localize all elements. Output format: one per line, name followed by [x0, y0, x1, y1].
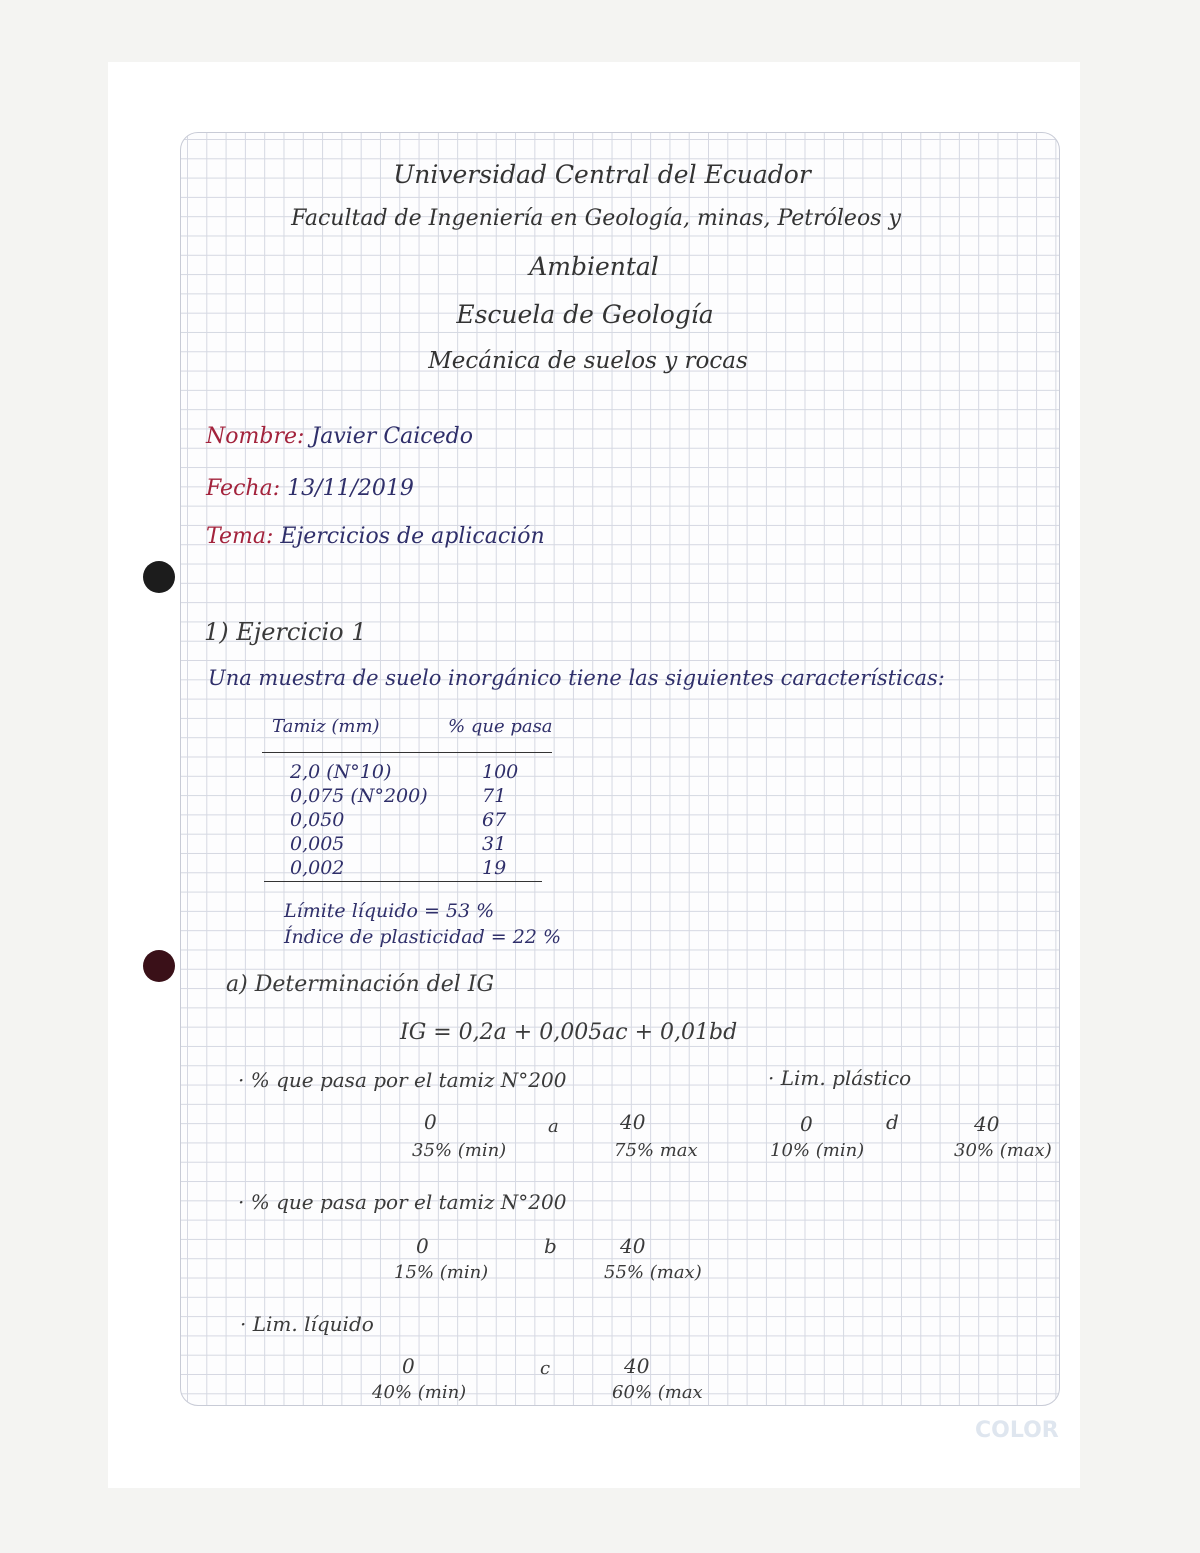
university-title: Universidad Central del Ecuador: [393, 160, 811, 189]
faculty-line-1: Facultad de Ingeniería en Geología, minas, Petróleos y: [291, 206, 901, 231]
name-label: Nombre:: [206, 424, 305, 449]
item-a-label: · % que pasa por el tamiz N°200: [238, 1068, 567, 1092]
table-top-rule: [262, 752, 552, 753]
topic-value: Ejercicios de aplicación: [280, 524, 545, 549]
punch-hole-top: [143, 561, 175, 593]
ig-formula: IG = 0,2a + 0,005ac + 0,01bd: [400, 1020, 738, 1045]
item-c-low-limit: 40% (min): [372, 1382, 467, 1403]
item-d-low-value: 0: [800, 1112, 813, 1136]
item-b-high-value: 40: [620, 1234, 646, 1258]
item-b-low-value: 0: [416, 1234, 429, 1258]
table-cell: 100: [482, 761, 519, 783]
table-cell: 0,075 (N°200): [290, 785, 428, 807]
item-d-high-value: 40: [974, 1112, 1000, 1136]
exercise-title: 1) Ejercicio 1: [204, 618, 367, 646]
scanner-watermark: COLOR: [975, 1418, 1059, 1443]
table-cell: 0,005: [290, 833, 345, 855]
table-header-percent: % que pasa: [448, 716, 553, 737]
date-label: Fecha:: [206, 476, 281, 501]
table-cell: 0,050: [290, 809, 345, 831]
item-d-low-limit: 10% (min): [770, 1140, 865, 1161]
item-d-high-limit: 30% (max): [954, 1140, 1052, 1161]
item-c-label: · Lim. líquido: [240, 1312, 374, 1336]
name-field: [206, 424, 473, 449]
plasticity-index: Índice de plasticidad = 22 %: [284, 926, 562, 948]
faculty-line-2: Ambiental: [529, 252, 659, 281]
date-field: [206, 476, 414, 501]
table-cell: 2,0 (N°10): [290, 761, 392, 783]
table-cell: 31: [482, 833, 507, 855]
item-a-high-limit: 75% max: [614, 1140, 698, 1161]
item-b-label: · % que pasa por el tamiz N°200: [238, 1190, 567, 1214]
punch-hole-bottom: [143, 950, 175, 982]
table-bottom-rule: [264, 881, 542, 882]
item-c-high-limit: 60% (max: [612, 1382, 703, 1403]
course-name: Mecánica de suelos y rocas: [428, 348, 748, 374]
liquid-limit: Límite líquido = 53 %: [284, 900, 495, 922]
item-a-low-limit: 35% (min): [412, 1140, 507, 1161]
school-name: Escuela de Geología: [456, 300, 714, 329]
item-c-low-value: 0: [402, 1354, 415, 1378]
item-a-high-value: 40: [620, 1110, 646, 1134]
item-b-high-limit: 55% (max): [604, 1262, 702, 1283]
item-d-label: · Lim. plástico: [768, 1066, 912, 1090]
topic-field: [206, 524, 545, 549]
item-a-variable: a: [548, 1116, 559, 1137]
table-cell: 71: [482, 785, 507, 807]
item-b-low-limit: 15% (min): [394, 1262, 489, 1283]
table-cell: 19: [482, 857, 507, 879]
topic-label: Tema:: [206, 524, 274, 549]
table-cell: 67: [482, 809, 507, 831]
item-c-high-value: 40: [624, 1354, 650, 1378]
item-d-variable: d: [886, 1110, 899, 1134]
table-col-sieve: [290, 760, 428, 880]
table-cell: 0,002: [290, 857, 345, 879]
name-value: Javier Caicedo: [311, 424, 473, 449]
exercise-statement: Una muestra de suelo inorgánico tiene las siguientes características:: [208, 666, 945, 690]
date-value: 13/11/2019: [287, 476, 414, 501]
part-a-title: a) Determinación del IG: [226, 972, 495, 997]
table-header-sieve: Tamiz (mm): [272, 716, 380, 737]
item-b-variable: b: [544, 1234, 557, 1258]
item-c-variable: c: [540, 1358, 551, 1379]
table-col-percent: [482, 760, 518, 880]
item-a-low-value: 0: [424, 1110, 437, 1134]
